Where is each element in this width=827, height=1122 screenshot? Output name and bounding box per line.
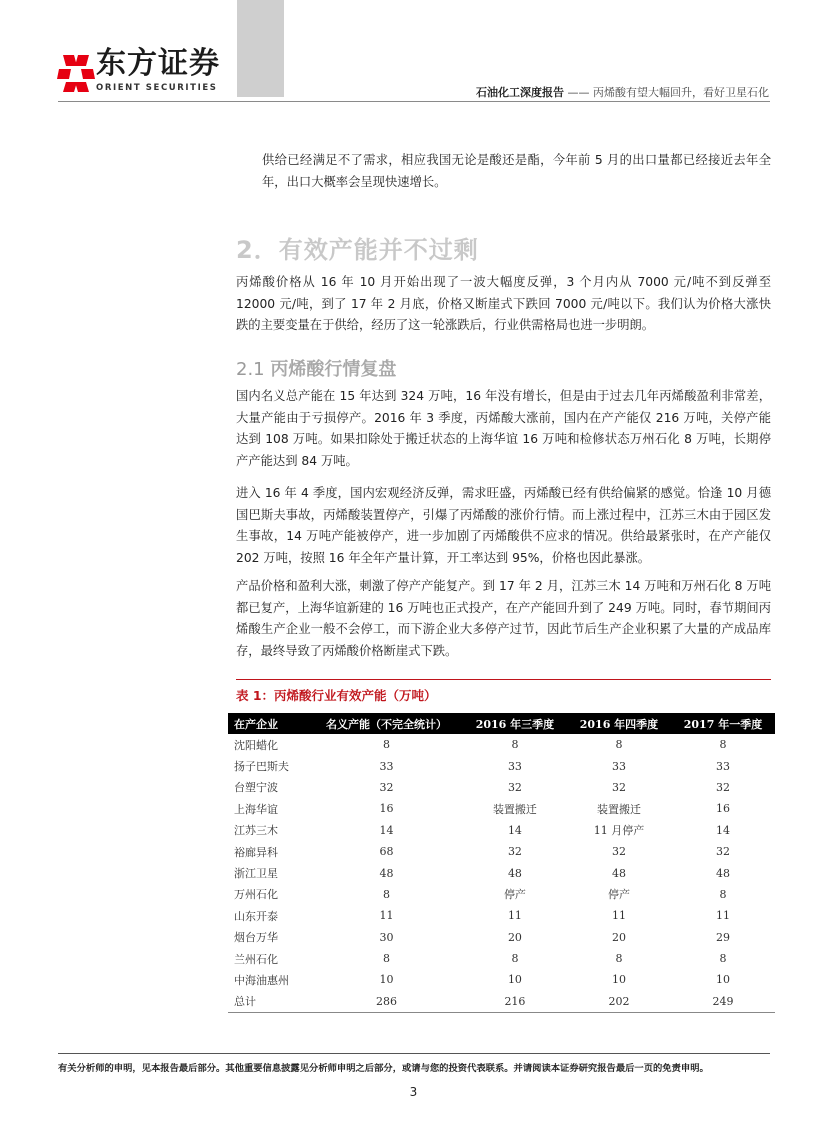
table-cell: 8	[511, 738, 519, 752]
table-cell: 29	[715, 930, 730, 944]
table-cell: 11 月停产	[593, 824, 645, 838]
table-cell: 32	[507, 780, 522, 794]
table-cell: 烟台万华	[234, 931, 278, 945]
table-cell: 33	[611, 759, 626, 773]
table-cell: 48	[379, 866, 394, 880]
table-cell: 11	[379, 909, 394, 923]
header-separator: ——	[567, 86, 590, 99]
table-cell: 兰州石化	[234, 952, 278, 966]
header-gray-bar	[237, 0, 284, 97]
table-header-cell: 2016 年四季度	[567, 713, 671, 734]
table-cell: 10	[507, 973, 522, 987]
table-cell: 8	[615, 738, 623, 752]
report-header	[476, 84, 769, 100]
section-2-1-title: 丙烯酸行情复盘	[270, 359, 397, 380]
table-cell: 11	[715, 909, 730, 923]
footer-divider	[58, 1053, 770, 1054]
table-row	[228, 969, 775, 990]
table-cell: 台塑宁波	[234, 781, 278, 795]
table-cell: 11	[507, 909, 522, 923]
table-cell: 33	[507, 759, 522, 773]
table-cell: 48	[715, 866, 730, 880]
table-cell: 32	[715, 845, 730, 859]
section-2-1-number: 2.1	[236, 359, 265, 380]
table-cell: 10	[611, 973, 626, 987]
table-row	[228, 777, 775, 798]
table-cell: 万州石化	[234, 888, 278, 902]
table-row	[228, 905, 775, 926]
table-cell: 68	[379, 845, 394, 859]
table-row	[228, 927, 775, 948]
logo-chinese-name: 东方证券	[96, 46, 220, 81]
section-2-paragraph: 丙烯酸价格从 16 年 10 月开始出现了一波大幅度反弹，3 个月内从 7000 元/吨不到反弹至 12000 元/吨，到了 17 年 2 月底，价格又断崖式下跌回 7000 元/吨以下。我们认为价格大涨快跌的主要变量在于供给，经历了这一轮涨跌后，行业供需格局也进一步明朗。	[236, 275, 771, 332]
table-cell: 11	[611, 909, 626, 923]
table-cell: 32	[379, 780, 394, 794]
table-cell: 14	[379, 823, 394, 837]
table-header-cell: 在产企业	[228, 713, 310, 734]
table-header-cell: 2016 年三季度	[463, 713, 567, 734]
table-cell: 8	[719, 952, 727, 966]
table-cell: 48	[507, 866, 522, 880]
table-cell: 停产	[503, 888, 526, 902]
table-cell: 249	[671, 991, 775, 1013]
table-cell: 32	[507, 845, 522, 859]
table-cell: 16	[715, 802, 730, 816]
table-row	[228, 820, 775, 841]
table-cell: 33	[715, 759, 730, 773]
table-cell: 10	[379, 973, 394, 987]
table-cell: 停产	[607, 888, 630, 902]
table-cell: 沈阳蜡化	[234, 738, 278, 752]
table-row	[228, 755, 775, 776]
table-cell: 江苏三木	[234, 824, 278, 838]
table-row	[228, 862, 775, 883]
table-header-cell: 2017 年一季度	[671, 713, 775, 734]
section-2-heading: 2．有效产能并不过剩	[236, 236, 479, 264]
body-paragraph: 产品价格和盈利大涨，刺激了停产产能复产。到 17 年 2 月，江苏三木 14 万吨和万州石化 8 万吨都已复产，上海华谊新建的 16 万吨也正式投产，在产产能回升到了 249 万吨。同时，春节期间丙烯酸生产企业一般不会停工，而下游企业大多停产过节，因此节后生产企业积累了大量的产成品库存，最终导致了丙烯酸价格断崖式下跌。	[236, 579, 771, 658]
body-paragraph: 国内名义总产能在 15 年达到 324 万吨，16 年没有增长，但是由于过去几年丙烯酸盈利非常差，大量产能由于亏损停产。2016 年 3 季度，丙烯酸大涨前，国内在产产能仅 216 万吨，关停产能达到 108 万吨。如果扣除处于搬迁状态的上海华谊 16 万吨和检修状态万州石化 8 万吨，长期停产产能达到 84 万吨。	[236, 389, 771, 468]
table-row	[228, 798, 775, 819]
table-cell: 中海油惠州	[234, 973, 289, 987]
table-cell: 286	[310, 991, 463, 1013]
table-cell: 20	[611, 930, 626, 944]
table-cell: 8	[511, 952, 519, 966]
table-cell: 14	[507, 823, 522, 837]
table-cell: 8	[382, 887, 390, 901]
table-row	[228, 948, 775, 969]
table-cell: 上海华谊	[234, 802, 278, 816]
table-header-row	[228, 713, 775, 734]
table-caption-rule	[236, 679, 771, 680]
table-cell: 8	[382, 738, 390, 752]
table-cell: 20	[507, 930, 522, 944]
table-cell: 202	[567, 991, 671, 1013]
table-cell: 装置搬迁	[596, 802, 641, 816]
report-title: 丙烯酸有望大幅回升，看好卫星石化	[593, 86, 769, 99]
table-cell: 装置搬迁	[492, 802, 537, 816]
table-cell: 扬子巴斯夫	[234, 760, 289, 774]
table-cell: 8	[719, 738, 727, 752]
table-cell: 8	[382, 952, 390, 966]
body-paragraph: 进入 16 年 4 季度，国内宏观经济反弹，需求旺盛，丙烯酸已经有供给偏紧的感觉。恰逢 10 月德国巴斯夫事故，丙烯酸装置停产，引爆了丙烯酸的涨价行情。而上涨过程中，江苏三木由于园区发生事故，14 万吨产能被停产，进一步加剧了丙烯酸供不应求的情况。供给最紧张时，在产产能仅 202 万吨，按照 16 年全年产量计算，开工率达到 95%，价格也因此暴涨。	[236, 486, 771, 565]
table-cell: 浙江卫星	[234, 867, 278, 881]
table-row	[228, 884, 775, 905]
table-cell: 32	[715, 780, 730, 794]
table-cell: 32	[611, 845, 626, 859]
table-total-row	[228, 991, 775, 1013]
table-cell: 30	[379, 930, 394, 944]
table-caption: 表 1：丙烯酸行业有效产能（万吨）	[236, 688, 437, 703]
logo-english-name: ORIENT SECURITIES	[96, 83, 218, 93]
capacity-table	[228, 713, 775, 1013]
table-cell: 14	[715, 823, 730, 837]
table-cell: 总计	[228, 991, 310, 1013]
table-cell: 8	[719, 887, 727, 901]
table-cell: 48	[611, 866, 626, 880]
page-number: 3	[409, 1085, 418, 1099]
intro-paragraph: 供给已经满足不了需求，相应我国无论是酸还是酯，今年前 5 月的出口量都已经接近去年全年，出口大概率会呈现快速增长。	[262, 153, 771, 189]
table-cell: 裕廊异科	[234, 845, 278, 859]
report-type: 石油化工深度报告	[476, 86, 564, 99]
table-cell: 33	[379, 759, 394, 773]
table-cell: 216	[463, 991, 567, 1013]
table-row	[228, 734, 775, 755]
table-header-cell: 名义产能（不完全统计）	[310, 713, 463, 734]
table-cell: 16	[379, 802, 394, 816]
footer-disclaimer: 有关分析师的申明，见本报告最后部分。其他重要信息披露见分析师申明之后部分，或请与您的投资代表联系。并请阅读本证券研究报告最后一页的免责申明。	[58, 1063, 709, 1074]
header-divider	[58, 101, 770, 102]
table-row	[228, 841, 775, 862]
section-2-1-heading	[236, 355, 396, 381]
table-cell: 8	[615, 952, 623, 966]
table-cell: 10	[715, 973, 730, 987]
table-cell: 山东开泰	[234, 909, 278, 923]
table-cell: 32	[611, 780, 626, 794]
logo-mark-icon	[57, 49, 95, 93]
